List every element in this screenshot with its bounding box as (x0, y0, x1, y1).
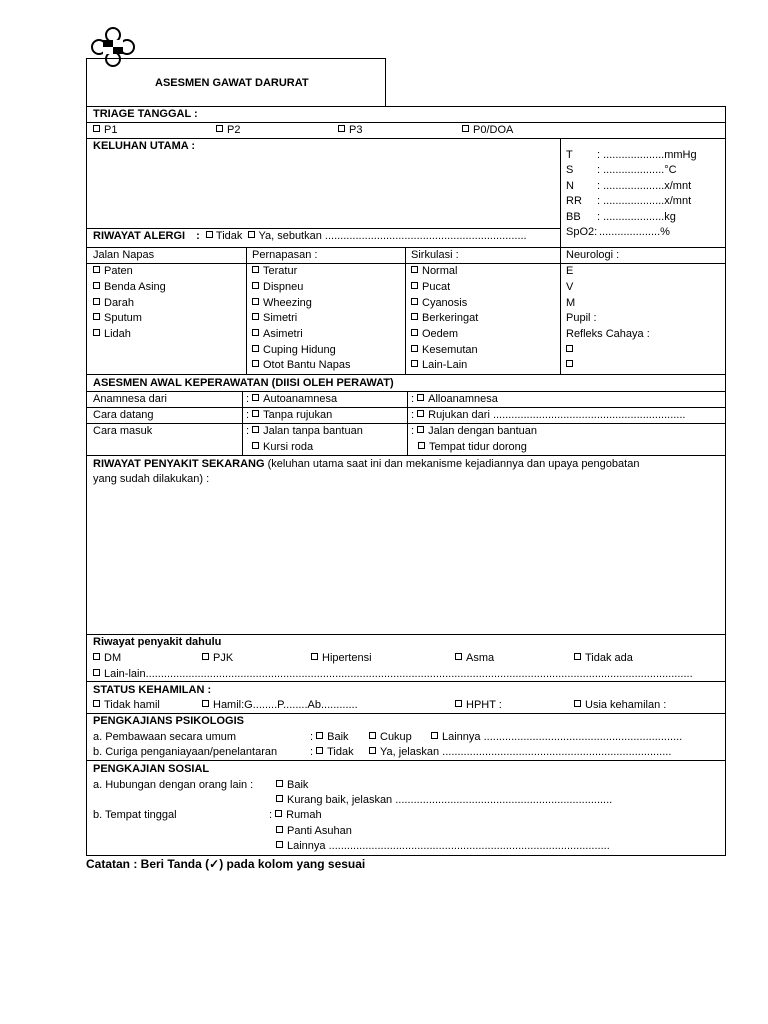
riwayat-alergi-label: RIWAYAT ALERGI (93, 230, 186, 242)
triage-option-p1[interactable]: P1 (93, 123, 117, 137)
form-title: ASESMEN GAWAT DARURAT (155, 77, 309, 89)
neurologi-m: M (566, 297, 576, 309)
rpd-option-hipertensi[interactable]: Hipertensi (311, 651, 372, 665)
riwayat-penyakit-sekarang-label: RIWAYAT PENYAKIT SEKARANG (keluhan utama saat ini dan mekanisme kejadiannya dan upaya pengobatan (93, 458, 640, 470)
vital-s-code: S (566, 164, 574, 176)
psikologis-a-label: a. Pembawaan secara umum (93, 731, 237, 743)
alergi-tidak-checkbox[interactable] (206, 231, 213, 238)
sosial-b-rumah[interactable]: : Rumah (269, 809, 322, 821)
triage-option-p2[interactable]: P2 (216, 123, 240, 137)
pernapasan-option[interactable]: Wheezing (252, 296, 312, 310)
alergi-ya-label: Ya, sebutkan .................................................................. (258, 230, 527, 242)
sosial-b-label: b. Tempat tinggal (93, 809, 177, 821)
vital-t-value[interactable]: : ....................mmHg (597, 149, 697, 161)
sosial-b-panti-asuhan[interactable]: Panti Asuhan (276, 824, 352, 838)
anamnesa-label: Anamnesa dari (93, 393, 167, 405)
cara-masuk-label: Cara masuk (93, 425, 153, 437)
kehamilan-hpht[interactable]: HPHT : (455, 698, 502, 712)
neurologi-pupil: Pupil : (566, 312, 597, 324)
status-kehamilan-label: STATUS KEHAMILAN : (93, 684, 212, 696)
sirkulasi-option[interactable]: Kesemutan (411, 343, 478, 357)
cara-masuk-kursi-roda[interactable]: Kursi roda (252, 440, 313, 454)
pengkajian-psikologis-label: PENGKAJIANS PSIKOLOGIS (93, 715, 244, 727)
pernapasan-option[interactable]: Simetri (252, 311, 297, 325)
sosial-a-kurang-baik[interactable]: Kurang baik, jelaskan ....................................................................... (276, 793, 612, 807)
pernapasan-option[interactable]: Dispneu (252, 280, 303, 294)
cara-datang-label: Cara datang (93, 409, 154, 421)
psikologis-a-lainnya[interactable]: Lainnya ................................................................. (431, 730, 682, 744)
cara-masuk-jalan-tanpa-bantuan[interactable]: : Jalan tanpa bantuan (246, 425, 363, 437)
neurologi-v: V (566, 281, 574, 293)
jalan-napas-option[interactable]: Paten (93, 264, 133, 278)
neurologi-e: E (566, 265, 574, 277)
rpd-option-asma[interactable]: Asma (455, 651, 494, 665)
refleks-cahaya-checkbox[interactable] (566, 358, 577, 372)
cara-masuk-tempat-tidur-dorong[interactable]: Tempat tidur dorong (418, 440, 527, 454)
jalan-napas-option[interactable]: Darah (93, 296, 134, 310)
neurologi-header: Neurologi : (566, 249, 620, 261)
kehamilan-hamil[interactable]: Hamil:G........P........Ab............ (202, 698, 358, 712)
psikologis-b-label: b. Curiga penganiayaan/penelantaran (93, 746, 278, 758)
sirkulasi-option[interactable]: Oedem (411, 327, 458, 341)
keluhan-utama-field[interactable] (88, 155, 558, 225)
vital-s-value[interactable]: : ....................°C (597, 164, 677, 176)
psikologis-b-ya[interactable]: Ya, jelaskan ........................................................................... (369, 745, 671, 759)
pernapasan-option[interactable]: Teratur (252, 264, 297, 278)
riwayat-penyakit-sekarang-field[interactable] (88, 490, 722, 630)
riwayat-penyakit-sekarang-desc: yang sudah dilakukan) : (93, 473, 210, 485)
vital-n-code: N (566, 180, 574, 192)
vital-rr-code: RR (566, 195, 582, 207)
triage-option-p3[interactable]: P3 (338, 123, 362, 137)
vital-rr-value[interactable]: : ....................x/mnt (597, 195, 692, 207)
kehamilan-tidak-hamil[interactable]: Tidak hamil (93, 698, 160, 712)
checkmark-icon: ✓ (209, 857, 220, 871)
sosial-a-label: a. Hubungan dengan orang lain : (93, 779, 254, 791)
alergi-tidak-label: Tidak (215, 230, 243, 242)
jalan-napas-option[interactable]: Sputum (93, 311, 142, 325)
vital-n-value[interactable]: : ....................x/mnt (597, 180, 692, 192)
alergi-ya-checkbox[interactable] (248, 231, 255, 238)
triage-label: TRIAGE TANGGAL : (93, 108, 198, 120)
cara-datang-rujukan[interactable]: : Rujukan dari ............................................................... (411, 409, 686, 421)
pengkajian-sosial-label: PENGKAJIAN SOSIAL (93, 763, 210, 775)
cara-datang-tanpa-rujukan[interactable]: : Tanpa rujukan (246, 409, 333, 421)
pernapasan-header: Pernapasan : (252, 249, 318, 261)
vital-bb-value[interactable]: : ....................kg (597, 211, 676, 223)
sirkulasi-option[interactable]: Pucat (411, 280, 450, 294)
vital-spo2-value[interactable]: ....................% (599, 226, 670, 238)
keluhan-utama-label: KELUHAN UTAMA : (93, 140, 196, 152)
rpd-option-dm[interactable]: DM (93, 651, 121, 665)
rpd-option-lain-lain[interactable]: Lain-lain................................................................................................................................................................................... (93, 667, 693, 681)
jalan-napas-header: Jalan Napas (93, 249, 155, 261)
pernapasan-option[interactable]: Otot Bantu Napas (252, 358, 350, 372)
catatan-note: Catatan : Beri Tanda (✓) pada kolom yang sesuai (86, 857, 366, 871)
psikologis-b-tidak[interactable]: : Tidak (310, 746, 354, 758)
sirkulasi-option[interactable]: Lain-Lain (411, 358, 467, 372)
kehamilan-usia[interactable]: Usia kehamilan : (574, 698, 666, 712)
psikologis-a-cukup[interactable]: Cukup (369, 730, 412, 744)
anamnesa-alloanamnesa[interactable]: : Alloanamnesa (411, 393, 498, 405)
pernapasan-option[interactable]: Cuping Hidung (252, 343, 336, 357)
triage-option-p0-doa[interactable]: P0/DOA (462, 123, 513, 137)
jalan-napas-option[interactable]: Benda Asing (93, 280, 166, 294)
sosial-a-baik[interactable]: Baik (276, 778, 308, 792)
jalan-napas-option[interactable]: Lidah (93, 327, 131, 341)
rpd-option-pjk[interactable]: PJK (202, 651, 233, 665)
sirkulasi-header: Sirkulasi : (411, 249, 459, 261)
anamnesa-autoanamnesa[interactable]: : Autoanamnesa (246, 393, 338, 405)
vital-t-code: T (566, 149, 573, 161)
vital-spo2-code: SpO2: (566, 226, 598, 238)
sirkulasi-option[interactable]: Berkeringat (411, 311, 478, 325)
riwayat-penyakit-dahulu-label: Riwayat penyakit dahulu (93, 636, 222, 648)
sirkulasi-option[interactable]: Cyanosis (411, 296, 467, 310)
sosial-b-lainnya[interactable]: Lainnya ............................................................................................ (276, 839, 610, 853)
pernapasan-option[interactable]: Asimetri (252, 327, 303, 341)
psikologis-a-baik[interactable]: : Baik (310, 731, 349, 743)
refleks-cahaya-checkbox[interactable] (566, 343, 577, 357)
cara-masuk-jalan-dengan-bantuan[interactable]: : Jalan dengan bantuan (411, 425, 538, 437)
vital-bb-code: BB (566, 211, 581, 223)
riwayat-alergi-row: RIWAYAT ALERGI : Tidak Ya, sebutkan .................................................................. (93, 230, 527, 242)
rpd-option-tidak-ada[interactable]: Tidak ada (574, 651, 633, 665)
sirkulasi-option[interactable]: Normal (411, 264, 457, 278)
asesmen-awal-header: ASESMEN AWAL KEPERAWATAN (DIISI OLEH PERAWAT) (93, 377, 394, 389)
neurologi-refleks-cahaya: Refleks Cahaya : (566, 328, 650, 340)
